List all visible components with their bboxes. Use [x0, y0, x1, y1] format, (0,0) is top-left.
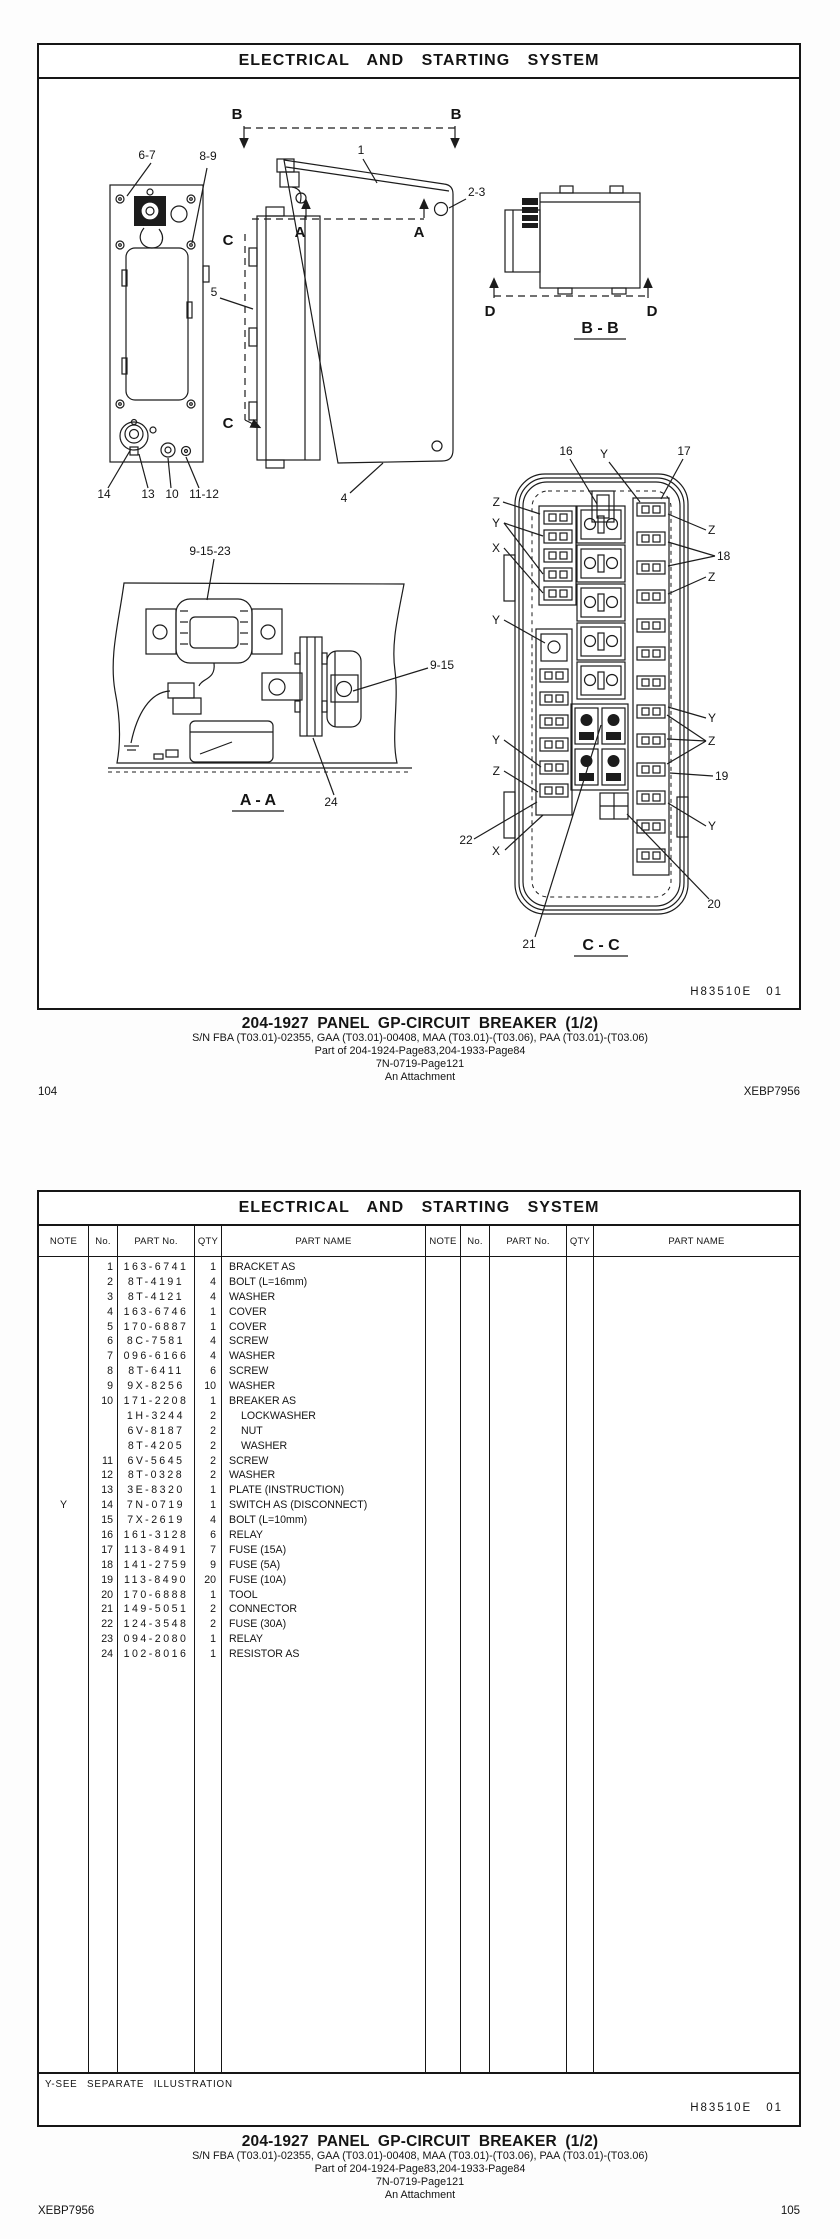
- cell-qty: 2: [210, 1409, 216, 1422]
- sheet-page-104: [37, 43, 801, 1010]
- col-header-note-2: NOTE: [426, 1226, 461, 1256]
- plate-number-page2: [690, 2102, 783, 2114]
- cell-note: [39, 1334, 88, 1349]
- cell-note: Y: [59, 1499, 68, 1512]
- cell-qty: 1: [210, 1633, 216, 1646]
- cell-part: 8T-6411: [128, 1365, 184, 1378]
- cell-no: 24: [101, 1648, 113, 1661]
- cell-no: 1: [107, 1261, 113, 1273]
- serial-range-line: S/N FBA (T03.01)-02355, GAA (T03.01)-00408, MAA (T03.01)-(T03.06), PAA (T03.01)-(T03.06): [192, 2150, 648, 2162]
- cell-name: LOCKWASHER: [241, 1409, 316, 1422]
- cell-qty: 2: [210, 1424, 216, 1437]
- col-header-note: NOTE: [39, 1226, 89, 1256]
- caption-page2: [0, 2133, 840, 2202]
- book-code-page1: XEBP7956: [743, 1086, 800, 1098]
- cell-qty: 1: [210, 1261, 216, 1273]
- plate-revision: 01: [766, 2102, 783, 2114]
- cell-name: FUSE (5A): [229, 1558, 281, 1571]
- cell-qty: 1: [210, 1320, 216, 1333]
- callout-x-left-1: X: [491, 541, 500, 555]
- col-header-no: No.: [89, 1226, 118, 1256]
- column-note: [39, 1257, 89, 2072]
- callout-19: 19: [715, 769, 729, 783]
- cell-part: 7X-2619: [127, 1514, 185, 1527]
- column-part: [118, 1257, 195, 2072]
- section-a-left: A: [294, 224, 306, 241]
- cell-note: [39, 1439, 88, 1454]
- col-header-part-2: PART No.: [490, 1226, 567, 1256]
- book-code-page2: XEBP7956: [38, 2205, 95, 2217]
- attachment-line: An Attachment: [384, 1071, 456, 1083]
- sheet1-title: ELECTRICAL AND STARTING SYSTEM: [39, 45, 799, 79]
- cell-no: [89, 1439, 117, 1454]
- callout-y-left-2: Y: [491, 613, 500, 627]
- cell-part: 8T-4205: [127, 1439, 185, 1452]
- cell-name: SWITCH AS (DISCONNECT): [229, 1499, 368, 1512]
- cell-no: [89, 1424, 117, 1439]
- callout-6-7: 6-7: [138, 148, 156, 162]
- cell-part: 163-6741: [123, 1261, 189, 1273]
- callout-8-9: 8-9: [199, 149, 217, 163]
- cell-no: 7: [107, 1350, 113, 1363]
- cell-note: [39, 1394, 88, 1409]
- section-b-left: B: [231, 106, 243, 123]
- cell-qty: 4: [210, 1514, 216, 1527]
- cell-note: [39, 1468, 88, 1483]
- cell-note: [39, 1602, 88, 1617]
- table-footnote-area: [39, 2074, 799, 2124]
- cell-part: 7N-0719: [126, 1499, 186, 1512]
- cell-note: [39, 1409, 88, 1424]
- parts-table-header: [39, 1226, 799, 1257]
- callout-5: 5: [210, 285, 218, 299]
- cell-name: WASHER: [241, 1439, 288, 1452]
- section-d-right: D: [646, 303, 658, 320]
- serial-range-line: S/N FBA (T03.01)-02355, GAA (T03.01)-00408, MAA (T03.01)-(T03.06), PAA (T03.01)-(T03.06): [192, 1032, 648, 1044]
- column-no: [89, 1257, 118, 2072]
- cell-note: [39, 1379, 88, 1394]
- cell-part: 170-6888: [123, 1588, 189, 1601]
- cell-qty: 1: [210, 1648, 216, 1661]
- cell-no: 3: [107, 1290, 113, 1303]
- callout-17: 17: [677, 444, 691, 458]
- page-number-105: 105: [780, 2205, 800, 2217]
- cell-no: 17: [101, 1543, 113, 1556]
- cell-name: SCREW: [229, 1365, 269, 1378]
- cell-part: 113-8490: [124, 1573, 188, 1586]
- cell-no: 23: [101, 1633, 113, 1646]
- callout-z-right-2: Z: [708, 570, 716, 584]
- cell-name: NUT: [241, 1424, 263, 1437]
- column-part-right: [490, 1257, 567, 2072]
- callout-10: 10: [165, 487, 179, 501]
- cell-name: FUSE (30A): [229, 1618, 287, 1631]
- cell-note: [39, 1573, 88, 1588]
- callout-2-3: 2-3: [468, 185, 486, 199]
- cell-part: 113-8491: [124, 1543, 188, 1556]
- cell-name: SCREW: [229, 1335, 269, 1348]
- view-c-c: [459, 444, 730, 956]
- cell-no: 6: [107, 1335, 113, 1348]
- cell-note: [39, 1588, 88, 1603]
- cell-no: 2: [107, 1275, 113, 1288]
- cell-name: TOOL: [229, 1588, 258, 1601]
- cell-no: 9: [107, 1380, 113, 1393]
- callout-z-right-3: Z: [708, 734, 716, 748]
- cell-note: [39, 1647, 88, 1662]
- cell-part: 6V-8187: [127, 1424, 185, 1437]
- cell-name: SCREW: [229, 1454, 269, 1467]
- cell-name: PLATE (INSTRUCTION): [229, 1484, 345, 1497]
- callout-16: 16: [559, 444, 573, 458]
- part-group-title: 204-1927 PANEL GP-CIRCUIT BREAKER (1/2): [241, 1015, 599, 1032]
- section-c-bottom: C: [222, 415, 234, 432]
- callout-1: 1: [357, 143, 365, 157]
- cell-qty: 2: [210, 1469, 216, 1482]
- plate-number-page1: [690, 986, 783, 998]
- callout-13: 13: [141, 487, 155, 501]
- cell-part: 3E-8320: [127, 1484, 185, 1497]
- cell-qty: 2: [210, 1618, 216, 1631]
- cell-part: 6V-5645: [127, 1454, 185, 1467]
- cell-no: 20: [101, 1588, 113, 1601]
- cell-part: 8T-0328: [127, 1469, 185, 1482]
- cell-no: 4: [107, 1305, 113, 1318]
- part-group-title: 204-1927 PANEL GP-CIRCUIT BREAKER (1/2): [241, 2133, 599, 2150]
- cell-part: 170-6887: [123, 1320, 189, 1333]
- column-note-right: [426, 1257, 461, 2072]
- cell-part: 141-2759: [123, 1558, 189, 1571]
- column-qty: [195, 1257, 222, 2072]
- cell-qty: 2: [210, 1454, 216, 1467]
- col-header-qty: QTY: [195, 1226, 222, 1256]
- view-label-aa: A - A: [239, 792, 277, 809]
- col-header-name-2: PART NAME: [668, 1235, 725, 1247]
- cell-qty: 2: [210, 1603, 216, 1616]
- cell-qty: 4: [210, 1350, 216, 1363]
- callout-20: 20: [707, 897, 721, 911]
- cell-note: [39, 1349, 88, 1364]
- col-header-part: PART No.: [118, 1226, 195, 1256]
- cell-name: RELAY: [229, 1633, 263, 1646]
- cell-name: CONNECTOR: [229, 1603, 298, 1616]
- caption-page1: [0, 1015, 840, 1084]
- cell-part: 094-2080: [123, 1633, 189, 1646]
- section-b-right: B: [450, 106, 462, 123]
- section-arrows: [223, 106, 462, 432]
- cell-qty: 2: [210, 1439, 216, 1452]
- cell-note: [39, 1543, 88, 1558]
- cell-name: FUSE (10A): [229, 1573, 287, 1586]
- cell-qty: 1: [210, 1484, 216, 1497]
- callout-z-right-1: Z: [708, 523, 716, 537]
- cell-no: 11: [102, 1454, 113, 1467]
- cell-part: 149-5051: [123, 1603, 189, 1616]
- callout-y-right-1: Y: [708, 711, 717, 725]
- cell-note: [39, 1483, 88, 1498]
- cell-qty: 4: [210, 1290, 216, 1303]
- part-of-line: Part of 204-1924-Page83,204-1933-Page84: [314, 1045, 526, 1057]
- parts-table-body: [39, 1257, 799, 2074]
- cell-name: WASHER: [229, 1380, 276, 1393]
- cell-note: [39, 1260, 88, 1275]
- cell-qty: 20: [204, 1573, 216, 1586]
- callout-x-left-2: X: [491, 844, 500, 858]
- callout-y-left-3: Y: [491, 733, 500, 747]
- cell-note: [39, 1558, 88, 1573]
- cell-note: [39, 1290, 88, 1305]
- callout-18: 18: [717, 549, 731, 563]
- reference-line: 7N-0719-Page121: [375, 1058, 465, 1070]
- sheet2-title: ELECTRICAL AND STARTING SYSTEM: [39, 1192, 799, 1226]
- circuit-breaker-panel-diagram: [39, 79, 799, 1008]
- cell-part: 096-6166: [123, 1350, 189, 1363]
- cell-part: 161-3128: [123, 1529, 189, 1542]
- cell-note: [39, 1424, 88, 1439]
- callout-9-15-23: 9-15-23: [189, 544, 231, 558]
- view-a-a: [108, 544, 454, 811]
- cell-note: [39, 1528, 88, 1543]
- cell-no: 16: [101, 1529, 113, 1542]
- cell-name: WASHER: [229, 1290, 276, 1303]
- cell-no: 5: [107, 1320, 113, 1333]
- cell-no: 18: [101, 1558, 113, 1571]
- column-name: [222, 1257, 426, 2072]
- cell-part: 124-3548: [123, 1618, 189, 1631]
- cell-qty: 6: [210, 1529, 216, 1542]
- page-number-104: 104: [38, 1086, 58, 1098]
- cell-no: 15: [101, 1514, 113, 1527]
- cell-part: 102-8016: [123, 1648, 189, 1661]
- cell-note: [39, 1617, 88, 1632]
- sheet-page-105: [37, 1190, 801, 2127]
- callout-y-top: Y: [599, 447, 609, 461]
- cell-note: [39, 1364, 88, 1379]
- plate-code: H83510E: [690, 986, 753, 998]
- column-name-right: [594, 1257, 799, 2072]
- section-a-right: A: [413, 224, 425, 241]
- callout-z-left-1: Z: [492, 495, 500, 509]
- cell-qty: 4: [210, 1335, 216, 1348]
- cell-no: 22: [101, 1618, 113, 1631]
- cover-panel-view: [277, 143, 486, 505]
- cell-qty: 1: [210, 1588, 216, 1601]
- cell-part: 171-2208: [123, 1395, 189, 1408]
- callout-24: 24: [324, 795, 338, 809]
- col-header-name: PART NAME: [222, 1226, 426, 1256]
- cell-part: 8C-7581: [126, 1335, 186, 1348]
- cell-name: BOLT (L=16mm): [229, 1275, 308, 1288]
- view-label-bb: B - B: [581, 320, 619, 337]
- cell-note: [39, 1513, 88, 1528]
- cell-name: BRACKET AS: [229, 1261, 296, 1273]
- cell-note: [39, 1320, 88, 1335]
- cell-name: WASHER: [229, 1469, 276, 1482]
- callout-9-15: 9-15: [430, 658, 455, 672]
- callout-11-12: 11-12: [189, 487, 219, 501]
- cell-no: 13: [101, 1484, 113, 1497]
- cell-qty: 7: [210, 1543, 216, 1556]
- callout-z-left-2: Z: [492, 764, 500, 778]
- cell-name: RELAY: [229, 1529, 263, 1542]
- attachment-line: An Attachment: [384, 2189, 456, 2201]
- cell-name: FUSE (15A): [229, 1543, 287, 1556]
- cell-no: [89, 1409, 117, 1424]
- cell-name: WASHER: [229, 1350, 276, 1363]
- callout-4: 4: [340, 491, 348, 505]
- reference-line: 7N-0719-Page121: [375, 2176, 465, 2188]
- cell-part: 1H-3244: [126, 1409, 186, 1422]
- cell-no: 19: [101, 1573, 113, 1586]
- cell-name: BREAKER AS: [229, 1395, 297, 1408]
- callout-y-right-2: Y: [708, 819, 717, 833]
- cell-qty: 1: [210, 1305, 216, 1318]
- cell-no: 12: [101, 1469, 113, 1482]
- col-header-no-2: No.: [461, 1226, 490, 1256]
- section-d-left: D: [484, 303, 496, 320]
- cell-no: 14: [101, 1499, 113, 1512]
- plate-code: H83510E: [690, 2102, 753, 2114]
- callout-22: 22: [459, 833, 473, 847]
- cell-name: COVER: [229, 1305, 267, 1318]
- part-of-line: Part of 204-1924-Page83,204-1933-Page84: [314, 2163, 526, 2175]
- cell-note: [39, 1454, 88, 1469]
- callout-14: 14: [97, 487, 111, 501]
- cell-part: 163-6746: [123, 1305, 189, 1318]
- cell-qty: 9: [210, 1558, 216, 1571]
- view-b-b: [485, 186, 658, 339]
- cell-no: 8: [107, 1365, 113, 1378]
- footnote-text: Y-SEE SEPARATE ILLUSTRATION: [45, 2079, 233, 2090]
- cell-part: 8T-4191: [127, 1275, 185, 1288]
- callout-y-left-1: Y: [491, 516, 500, 530]
- cell-name: BOLT (L=10mm): [229, 1514, 308, 1527]
- col-header-qty-2: QTY: [567, 1226, 594, 1256]
- cell-qty: 10: [204, 1380, 216, 1393]
- cell-no: 21: [101, 1603, 113, 1616]
- cell-part: 8T-4121: [127, 1290, 185, 1303]
- cell-qty: 6: [210, 1365, 216, 1378]
- cell-qty: 1: [210, 1499, 216, 1512]
- cell-name: RESISTOR AS: [229, 1648, 300, 1661]
- callout-21: 21: [522, 937, 536, 951]
- plate-revision: 01: [766, 986, 783, 998]
- section-c-top: C: [222, 232, 234, 249]
- cell-part: 9X-8256: [127, 1380, 185, 1393]
- cell-qty: 1: [210, 1395, 216, 1408]
- cell-note: [39, 1305, 88, 1320]
- column-no-right: [461, 1257, 490, 2072]
- front-panel-view: [97, 148, 219, 501]
- cell-no: 10: [101, 1395, 113, 1408]
- cell-name: COVER: [229, 1320, 267, 1333]
- column-qty-right: [567, 1257, 594, 2072]
- cell-note: [39, 1632, 88, 1647]
- view-label-cc: C - C: [582, 937, 620, 954]
- cell-qty: 4: [210, 1275, 216, 1288]
- cell-note: [39, 1275, 88, 1290]
